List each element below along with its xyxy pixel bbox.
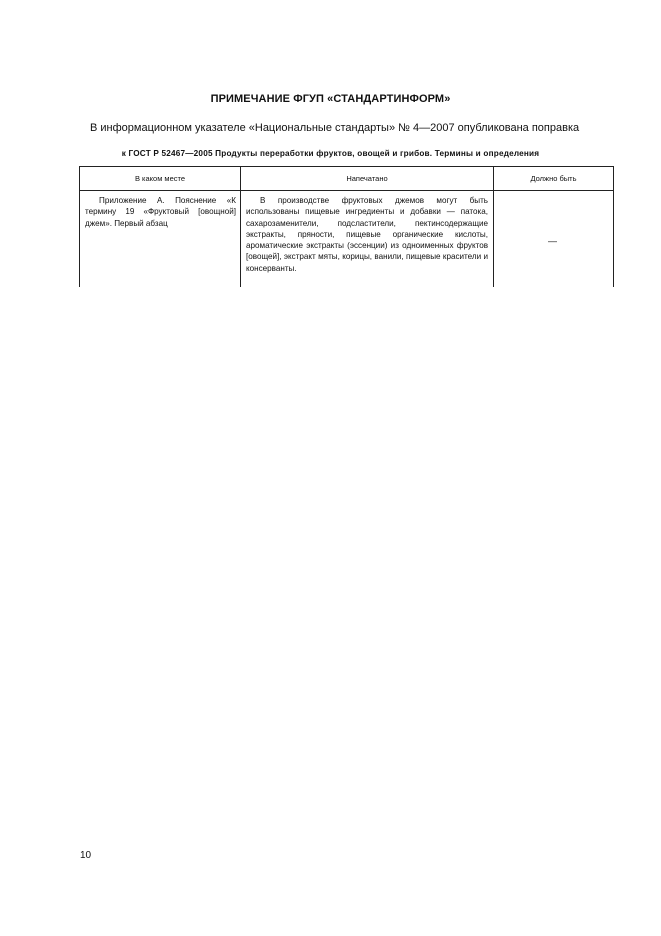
corrections-table xyxy=(79,166,614,287)
notice-subtitle: к ГОСТ Р 52467—2005 Продукты переработки фруктов, овощей и грибов. Термины и определения xyxy=(121,149,540,158)
cell-where-text: Приложение А. Пояснение «К термину 19 «Фруктовый [овощной] джем». Первый абзац xyxy=(85,196,236,228)
cell-where xyxy=(85,195,236,229)
table-right-border xyxy=(613,166,614,287)
notice-intro: В информационном указателе «Национальные стандарты» № 4—2007 опубликована поправка xyxy=(90,122,580,134)
header-should-be: Должно быть xyxy=(530,173,577,183)
table-header-divider xyxy=(79,190,614,191)
header-where: В каком месте xyxy=(134,173,186,183)
cell-should-be: — xyxy=(548,236,557,246)
page-number: 10 xyxy=(80,850,92,861)
header-printed: Напечатано xyxy=(346,173,388,183)
cell-printed-text: В производстве фруктовых джемов могут быть использованы пищевые ингредиенты и добавки — патока, сахарозаменители, подсластители, пектинсодержащие экстракты, пряности, пищевые органические кислоты, ароматические экстракты (эссенции) из одноименных фруктов [овощей], экстракт мяты, корицы, ванили, пищевые красители и консерванты. xyxy=(246,196,488,273)
notice-title: ПРИМЕЧАНИЕ ФГУП «СТАНДАРТИНФОРМ» xyxy=(210,93,451,105)
cell-printed xyxy=(246,195,488,274)
